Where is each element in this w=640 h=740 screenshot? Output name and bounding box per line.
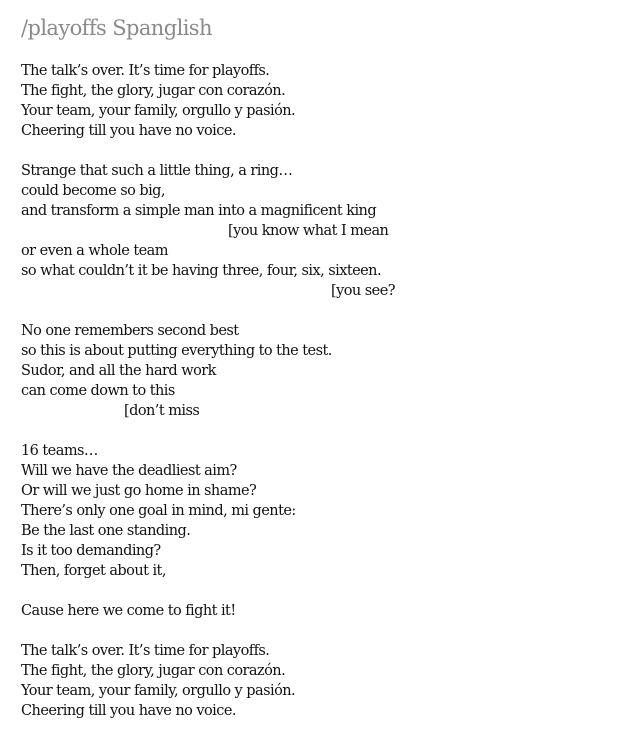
poem-aside-line: [you know what I mean	[228, 223, 389, 239]
poem-line: Is it too demanding?	[21, 543, 161, 559]
stanza-break	[21, 581, 621, 601]
poem-body	[21, 61, 621, 721]
stanza	[21, 61, 621, 141]
stanza	[21, 601, 621, 621]
poem-line: The talk’s over. It’s time for playoffs.	[21, 63, 270, 79]
poem-line: The fight, the glory, jugar con corazón.	[21, 83, 286, 99]
stanza	[21, 641, 621, 721]
stanza	[21, 441, 621, 581]
poem-line: Or will we just go home in shame?	[21, 483, 257, 499]
poem-line: The fight, the glory, jugar con corazón.	[21, 663, 286, 679]
poem-line: No one remembers second best	[21, 323, 239, 339]
poem-aside-line: [you see?	[331, 283, 395, 299]
poem-line: Be the last one standing.	[21, 523, 191, 539]
poem-line: Then, forget about it,	[21, 563, 166, 579]
stanza-break	[21, 421, 621, 441]
poem-line: Your team, your family, orgullo y pasión.	[21, 103, 296, 119]
poem-line: and transform a simple man into a magnificent king	[21, 203, 377, 219]
poem-title: /playoffs Spanglish	[21, 16, 212, 40]
poem-line: could become so big,	[21, 183, 165, 199]
poem-line: Cheering till you have no voice.	[21, 123, 236, 139]
poem-line: 16 teams…	[21, 443, 98, 459]
poem-line: Cause here we come to fight it!	[21, 603, 236, 619]
poem-line: Will we have the deadliest aim?	[21, 463, 237, 479]
poem-line: Your team, your family, orgullo y pasión.	[21, 683, 296, 699]
poem-line: There’s only one goal in mind, mi gente:	[21, 503, 296, 519]
stanza-break	[21, 301, 621, 321]
poem-line: Sudor, and all the hard work	[21, 363, 216, 379]
stanza	[21, 321, 621, 421]
poem-line: so what couldn’t it be having three, four, six, sixteen.	[21, 263, 382, 279]
poem-line: Strange that such a little thing, a ring…	[21, 163, 293, 179]
poem-line: so this is about putting everything to the test.	[21, 343, 332, 359]
poem-line: Cheering till you have no voice.	[21, 703, 236, 719]
poem-line: can come down to this	[21, 383, 175, 399]
poem-line: or even a whole team	[21, 243, 168, 259]
stanza-break	[21, 141, 621, 161]
stanza-break	[21, 621, 621, 641]
stanza	[21, 161, 621, 301]
poem-aside-line: [don’t miss	[124, 403, 200, 419]
poem-line: The talk’s over. It’s time for playoffs.	[21, 643, 270, 659]
